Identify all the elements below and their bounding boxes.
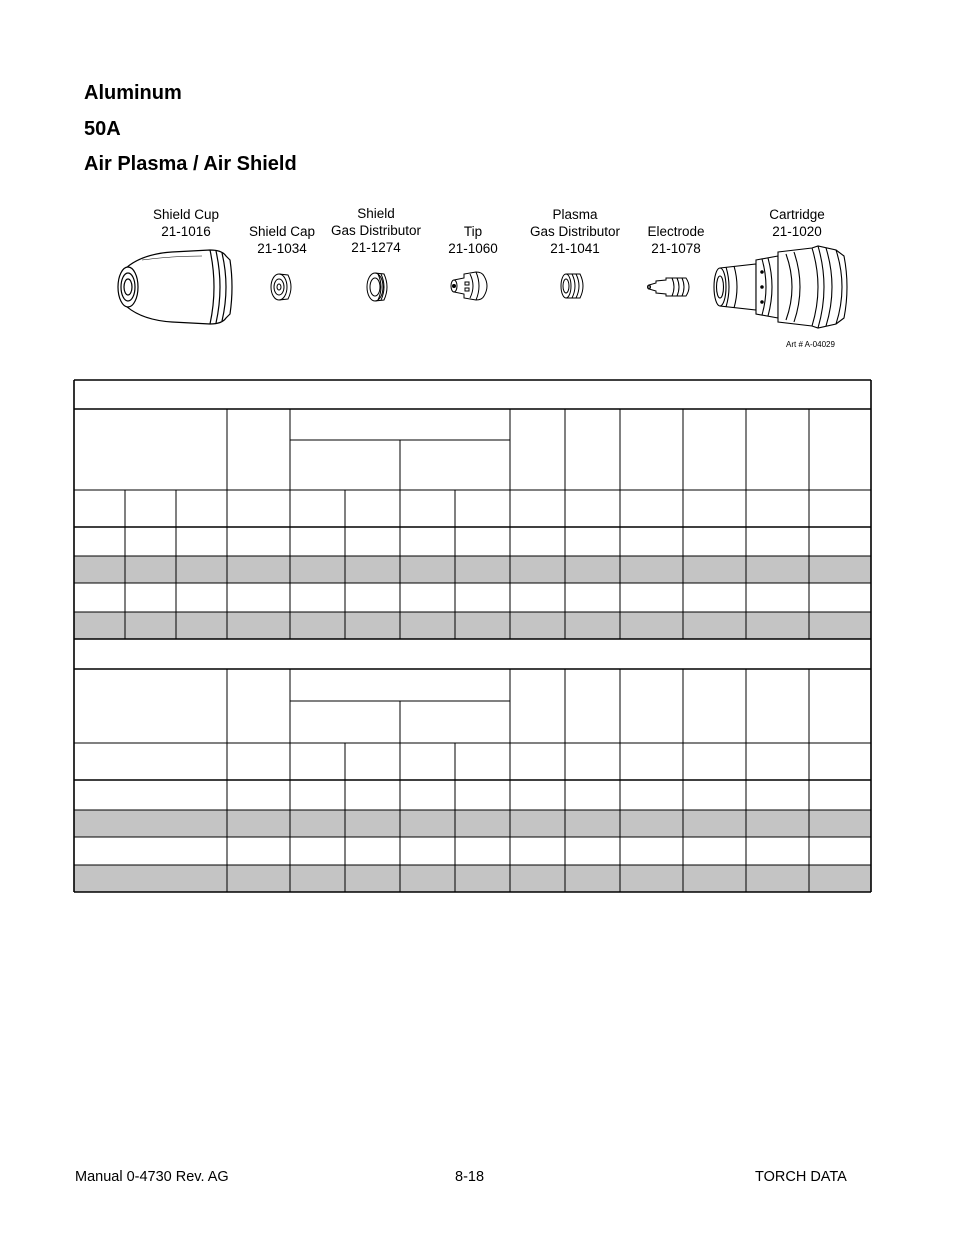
shaded-row-lower-4 xyxy=(74,865,871,892)
table-shaded-rows xyxy=(74,556,871,892)
gases-heading: Air Plasma / Air Shield xyxy=(84,153,297,175)
shaded-row-upper-2 xyxy=(74,556,871,583)
shaded-row-upper-4 xyxy=(74,612,871,639)
part-label-tip: Tip 21-1060 xyxy=(448,224,498,256)
part-label-plasma-gas-distributor: Plasma Gas Distributor 21-1041 xyxy=(529,207,621,256)
part-label-cartridge: Cartridge 21-1020 xyxy=(769,207,825,239)
part-label-shield-gas-distributor: Shield Gas Distributor 21-1274 xyxy=(330,206,422,255)
shaded-row-lower-2 xyxy=(74,810,871,837)
footer-page-number: 8-18 xyxy=(455,1169,485,1185)
material-heading: Aluminum xyxy=(84,82,182,104)
art-number: Art # A-04029 xyxy=(786,340,835,349)
part-label-shield-cup: Shield Cup 21-1016 xyxy=(152,207,220,239)
part-label-shield-cap: Shield Cap 21-1034 xyxy=(248,224,316,256)
amperage-heading: 50A xyxy=(84,118,121,140)
footer-manual: Manual 0-4730 Rev. AG xyxy=(75,1169,229,1185)
footer-section: TORCH DATA xyxy=(755,1169,847,1185)
part-label-electrode: Electrode 21-1078 xyxy=(647,224,705,256)
